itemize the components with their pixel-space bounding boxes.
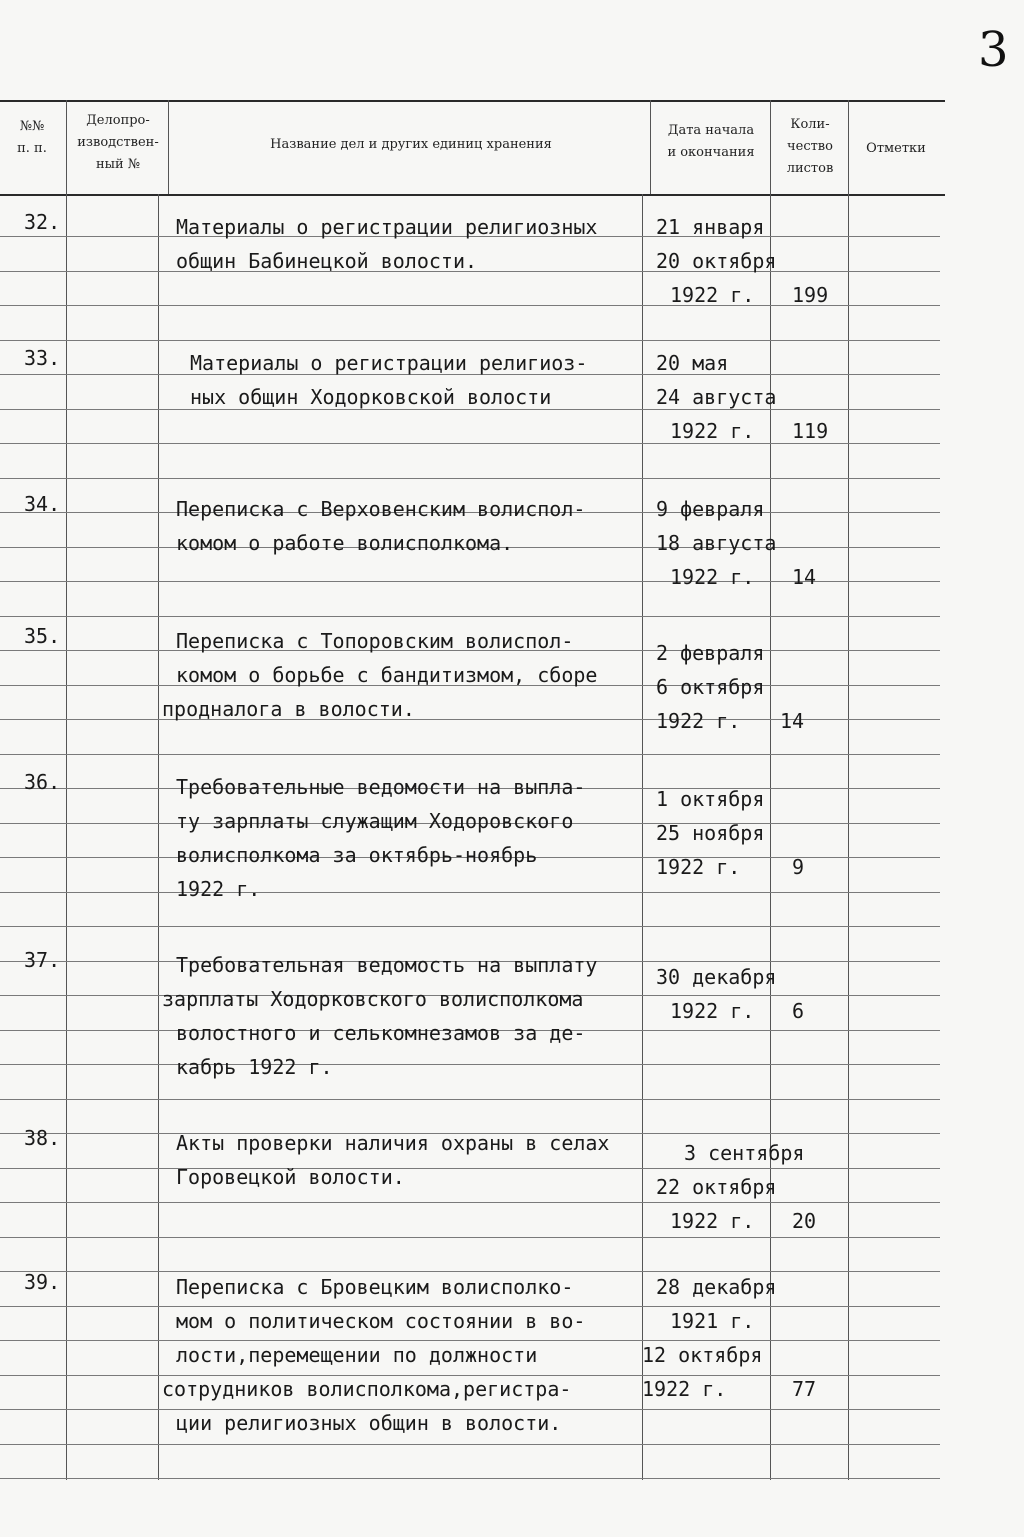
header-col-dates xyxy=(652,120,770,164)
record-title-line: кабрь 1922 г. xyxy=(176,1055,333,1079)
record-dates xyxy=(656,492,776,594)
record-title xyxy=(176,492,585,560)
record-title-line: волостного и селькомнезамов за де- xyxy=(176,1021,586,1045)
record-number: 37. xyxy=(24,948,61,972)
record-title xyxy=(162,948,598,1084)
record-date-line: 12 октября xyxy=(642,1343,763,1367)
header-bottom-rule xyxy=(0,194,945,196)
record-date-line: 1922 г. xyxy=(656,709,741,733)
record-dates xyxy=(656,346,776,448)
column-rule xyxy=(66,100,67,1480)
record-dates xyxy=(656,782,764,884)
record-title-line: Акты проверки наличия охраны в селах xyxy=(176,1131,610,1155)
record-title-line: ту зарплаты служащим Ходоровского xyxy=(176,809,574,833)
record-title-line: волисполкома за октябрь-ноябрь xyxy=(176,843,538,867)
record-title-line: сотрудников волисполкома,регистра- xyxy=(162,1377,572,1401)
column-rule xyxy=(642,194,643,1480)
record-title-line: Требовательная ведомость на выплату xyxy=(176,953,598,977)
record-title-line: ных общин Ходорковской волости xyxy=(190,385,552,409)
record-date-line: 1922 г. xyxy=(656,855,741,879)
record-date-line: 1922 г. xyxy=(642,1377,727,1401)
record-sheets: 199 xyxy=(792,283,829,307)
ruled-line xyxy=(0,926,940,927)
record-title-line: Горовецкой волости. xyxy=(176,1165,405,1189)
record-dates xyxy=(656,1136,804,1238)
record-date-line: 30 декабря xyxy=(656,965,777,989)
header-col-title: Название дел и других единиц хранения xyxy=(270,137,552,152)
header-col-count-line: чество xyxy=(787,139,833,154)
header-col-no-line: п. п. xyxy=(17,141,47,156)
header-col-count-line: листов xyxy=(786,161,834,176)
record-title-line: продналога в волости. xyxy=(162,697,415,721)
column-rule xyxy=(848,100,849,1480)
ruled-line xyxy=(0,616,940,617)
record-number: 38. xyxy=(24,1126,61,1150)
record-date-line: 1922 г. xyxy=(670,419,755,443)
header-col-count xyxy=(772,114,848,180)
record-dates xyxy=(656,210,776,312)
record-date-line: 21 января xyxy=(656,215,765,239)
header-col-office-line: Делопро- xyxy=(86,113,150,128)
record-date-line: 6 октября xyxy=(656,675,765,699)
ruled-line xyxy=(0,754,940,755)
ruled-line xyxy=(0,478,940,479)
record-title xyxy=(162,1270,586,1440)
record-title-line: Материалы о регистрации религиозных xyxy=(176,215,598,239)
record-dates xyxy=(656,960,776,1028)
header-col-office xyxy=(68,110,168,176)
record-sheets: 14 xyxy=(780,709,805,733)
record-date-line: 1922 г. xyxy=(670,999,755,1023)
record-sheets: 6 xyxy=(792,999,805,1023)
record-date-line: 9 февраля xyxy=(656,497,765,521)
record-title-line: Переписка с Верховенским волиспол- xyxy=(176,497,586,521)
record-title xyxy=(162,624,598,726)
header-col-no-line: №№ xyxy=(19,119,45,134)
record-date-line: 1922 г. xyxy=(670,283,755,307)
column-rule xyxy=(158,194,159,1480)
record-date-line: 22 октября xyxy=(656,1175,777,1199)
record-date-line: 1922 г. xyxy=(670,565,755,589)
record-dates xyxy=(656,636,764,738)
record-title xyxy=(176,770,585,906)
header-col-office-line: ный № xyxy=(95,157,141,172)
header-col-no xyxy=(0,116,64,160)
record-number: 33. xyxy=(24,346,61,370)
column-rule xyxy=(168,100,169,194)
record-title-line: общин Бабинецкой волости. xyxy=(176,249,478,273)
record-title-line: 1922 г. xyxy=(176,877,261,901)
record-title-line: ции религиозных общин в волости. xyxy=(176,1411,562,1435)
header-top-rule xyxy=(0,100,945,102)
record-title-line: комом о работе волисполкома. xyxy=(176,531,514,555)
record-title xyxy=(190,346,587,414)
record-sheets: 9 xyxy=(792,855,805,879)
record-number: 34. xyxy=(24,492,61,516)
record-date-line: 18 августа xyxy=(656,531,777,555)
record-date-line: 1921 г. xyxy=(670,1309,755,1333)
header-col-dates-line: Дата начала xyxy=(667,123,755,138)
record-title-line: Требовательные ведомости на выпла- xyxy=(176,775,586,799)
ruled-line xyxy=(0,1099,940,1100)
ruled-line xyxy=(0,340,940,341)
record-date-line: 20 мая xyxy=(656,351,729,375)
page-number: 3 xyxy=(978,22,1009,78)
record-sheets: 14 xyxy=(792,565,817,589)
record-title xyxy=(176,210,597,278)
record-title-line: Переписка с Топоровским волиспол- xyxy=(176,629,574,653)
record-date-line: 1 октября xyxy=(656,787,765,811)
record-number: 35. xyxy=(24,624,61,648)
record-title xyxy=(176,1126,609,1194)
record-date-line: 24 августа xyxy=(656,385,777,409)
record-date-line: 1922 г. xyxy=(670,1209,755,1233)
column-rule xyxy=(650,100,651,194)
record-date-line: 3 сентября xyxy=(684,1141,805,1165)
header-col-office-line: изводствен- xyxy=(77,135,159,150)
record-number: 36. xyxy=(24,770,61,794)
record-title-line: Переписка с Бровецким волисполко- xyxy=(176,1275,574,1299)
record-number: 39. xyxy=(24,1270,61,1294)
record-title-line: Материалы о регистрации религиоз- xyxy=(190,351,588,375)
record-title-line: комом о борьбе с бандитизмом, сборе xyxy=(176,663,598,687)
header-col-notes: Отметки xyxy=(866,141,926,156)
header-col-count-line: Коли- xyxy=(790,117,830,132)
record-sheets: 119 xyxy=(792,419,829,443)
ruled-line xyxy=(0,1478,940,1479)
record-dates xyxy=(642,1270,777,1406)
record-sheets: 20 xyxy=(792,1209,817,1233)
record-date-line: 20 октября xyxy=(656,249,777,273)
ruled-line xyxy=(0,1444,940,1445)
record-date-line: 28 декабря xyxy=(656,1275,777,1299)
record-number: 32. xyxy=(24,210,61,234)
record-title-line: лости,перемещении по должности xyxy=(176,1343,538,1367)
record-title-line: зарплаты Ходорковского волисполкома xyxy=(162,987,584,1011)
record-sheets: 77 xyxy=(792,1377,817,1401)
record-date-line: 25 ноября xyxy=(656,821,765,845)
record-title-line: мом о политическом состоянии в во- xyxy=(176,1309,586,1333)
header-col-dates-line: и окончания xyxy=(667,145,755,160)
record-date-line: 2 февраля xyxy=(656,641,765,665)
